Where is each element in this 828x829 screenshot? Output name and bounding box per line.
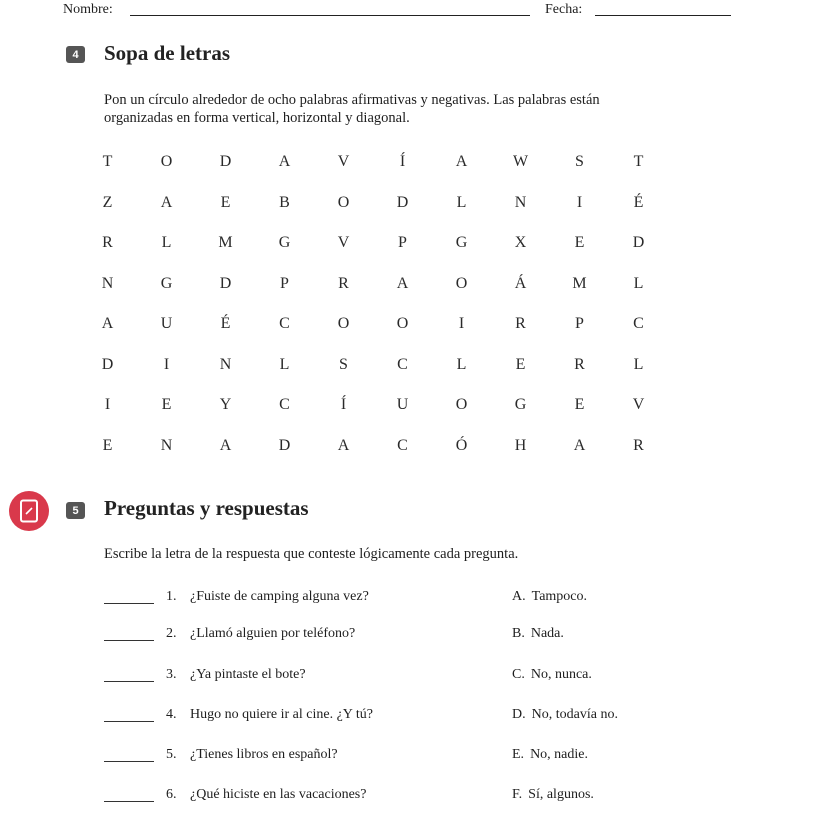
grid-letter[interactable]: D [219,274,232,292]
question-number: 5. [166,747,177,762]
grid-letter[interactable]: A [101,315,114,333]
answer-option [512,785,594,805]
grid-letter[interactable]: L [456,355,467,373]
question-number: 3. [166,667,177,682]
answer-letter: D. [512,707,526,722]
grid-letter[interactable]: Í [399,153,406,171]
section-4-badge: 4 [66,46,85,63]
answer-option [512,665,592,685]
grid-letter[interactable]: N [514,193,527,211]
grid-letter[interactable]: C [279,315,290,333]
question-row [104,745,338,765]
grid-letter[interactable]: E [161,396,172,414]
grid-letter[interactable]: Ó [455,436,468,454]
grid-letter[interactable]: R [102,234,113,252]
answer-letter: C. [512,667,525,682]
question-row [104,705,373,725]
grid-letter[interactable]: C [397,436,408,454]
grid-letter[interactable]: R [633,436,644,454]
answer-blank[interactable] [104,591,154,604]
grid-letter[interactable]: U [160,315,173,333]
grid-letter[interactable]: I [163,355,170,373]
question-text: ¿Qué hiciste en las vacaciones? [190,787,367,802]
grid-letter[interactable]: S [575,153,584,171]
grid-letter[interactable]: G [514,396,527,414]
date-label: Fecha: [545,2,583,17]
grid-letter[interactable]: I [576,193,583,211]
grid-letter[interactable]: O [455,396,468,414]
question-row [104,785,366,805]
grid-letter[interactable]: E [102,436,113,454]
question-number: 1. [166,589,177,604]
grid-letter[interactable]: T [102,153,113,171]
grid-letter[interactable]: G [278,234,291,252]
question-number: 6. [166,787,177,802]
grid-letter[interactable]: O [160,153,173,171]
question-number: 2. [166,626,177,641]
grid-letter[interactable]: L [161,234,172,252]
grid-letter[interactable]: N [160,436,173,454]
question-text: ¿Fuiste de camping alguna vez? [190,589,369,604]
grid-letter[interactable]: C [633,315,644,333]
answer-option [512,587,587,607]
grid-letter[interactable]: T [633,153,644,171]
section-4-instructions-line1: Pon un círculo alrededor de ocho palabras afirmativas y negativas. Las palabras están [104,92,600,108]
answer-letter: E. [512,747,525,762]
grid-letter[interactable]: G [455,234,468,252]
question-number: 4. [166,707,177,722]
answer-text: No, nadie. [530,747,588,762]
grid-letter[interactable]: R [515,315,526,333]
grid-letter[interactable]: L [279,355,290,373]
grid-letter[interactable]: D [278,436,291,454]
grid-letter[interactable]: H [514,436,527,454]
grid-letter[interactable]: O [337,193,350,211]
question-row [104,587,369,607]
answer-letter: B. [512,626,525,641]
grid-letter[interactable]: E [574,234,585,252]
grid-letter[interactable]: A [219,436,232,454]
grid-letter[interactable]: Z [102,193,113,211]
word-search-grid [78,142,670,458]
answer-text: Sí, algunos. [528,787,594,802]
tablet-icon[interactable] [9,491,49,531]
grid-letter[interactable]: N [101,274,114,292]
grid-letter[interactable]: M [572,274,587,292]
question-row [104,665,306,685]
grid-letter[interactable]: I [458,315,465,333]
grid-letter[interactable]: Á [514,274,527,292]
grid-letter[interactable]: A [455,153,468,171]
grid-letter[interactable]: C [397,355,408,373]
grid-letter[interactable]: L [633,274,644,292]
answer-text: Tampoco. [531,589,588,604]
grid-letter[interactable]: W [512,153,529,171]
grid-letter[interactable]: C [279,396,290,414]
grid-letter[interactable]: S [339,355,348,373]
grid-letter[interactable]: E [574,396,585,414]
section-4-instructions-line2: organizadas en forma vertical, horizontal y diagonal. [104,110,410,126]
grid-letter[interactable]: R [338,274,349,292]
answer-text: Nada. [530,626,564,641]
grid-letter[interactable]: L [633,355,644,373]
grid-letter[interactable]: O [455,274,468,292]
grid-letter[interactable]: D [396,193,409,211]
section-5-title: Preguntas y respuestas [104,496,309,520]
grid-letter[interactable]: I [104,396,111,414]
answer-blank[interactable] [104,749,154,762]
answer-option [512,624,564,644]
grid-letter[interactable]: A [337,436,350,454]
answer-option [512,705,618,725]
answer-text: No, todavía no. [531,707,618,722]
answer-blank[interactable] [104,709,154,722]
answer-letter: A. [512,589,526,604]
answer-blank[interactable] [104,628,154,641]
section-5-badge: 5 [66,502,85,519]
grid-letter[interactable]: É [220,315,231,333]
answer-text: No, nunca. [530,667,592,682]
grid-letter[interactable]: Í [340,396,347,414]
grid-letter[interactable]: P [398,234,407,252]
grid-letter[interactable]: E [220,193,231,211]
grid-letter[interactable]: A [160,193,173,211]
grid-letter[interactable]: A [396,274,409,292]
date-field[interactable] [595,15,731,16]
question-text: Hugo no quiere ir al cine. ¿Y tú? [190,707,373,722]
answer-option [512,745,588,765]
answer-letter: F. [512,787,523,802]
grid-letter[interactable]: V [632,396,645,414]
grid-letter[interactable]: D [632,234,645,252]
tablet-icon-glyph [19,499,39,523]
question-text: ¿Llamó alguien por teléfono? [190,626,356,641]
grid-letter[interactable]: G [160,274,173,292]
grid-letter[interactable]: B [279,193,290,211]
grid-letter[interactable]: Y [219,396,232,414]
answer-blank[interactable] [104,669,154,682]
grid-letter[interactable]: P [280,274,289,292]
name-label: Nombre: [63,2,113,17]
grid-letter[interactable]: A [278,153,291,171]
grid-letter[interactable]: L [456,193,467,211]
section-5-instructions: Escribe la letra de la respuesta que conteste lógicamente cada pregunta. [104,546,519,562]
question-row [104,624,355,644]
grid-letter[interactable]: D [101,355,114,373]
grid-letter[interactable]: E [515,355,526,373]
grid-letter[interactable]: P [575,315,584,333]
grid-letter[interactable]: O [337,315,350,333]
grid-letter[interactable]: U [396,396,409,414]
grid-letter[interactable]: V [337,153,350,171]
grid-letter[interactable]: M [218,234,233,252]
grid-letter[interactable]: V [337,234,350,252]
name-field[interactable] [130,15,530,16]
answer-blank[interactable] [104,789,154,802]
question-text: ¿Ya pintaste el bote? [190,667,306,682]
section-4-title: Sopa de letras [104,41,230,65]
grid-letter[interactable]: D [219,153,232,171]
grid-letter[interactable]: R [574,355,585,373]
question-text: ¿Tienes libros en español? [190,747,338,762]
grid-letter[interactable]: O [396,315,409,333]
grid-letter[interactable]: É [633,193,644,211]
grid-letter[interactable]: N [219,355,232,373]
grid-letter[interactable]: A [573,436,586,454]
grid-letter[interactable]: X [514,234,527,252]
